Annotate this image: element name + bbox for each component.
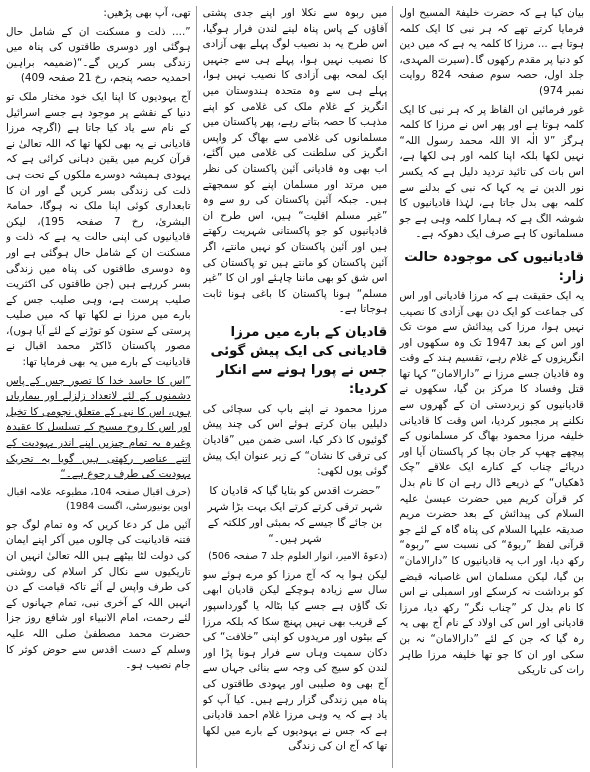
reference-citation: (حرف اقبال صفحہ 104، مطبوعہ علامہ اقبال اوپن یونیورسٹی، اگست 1984)	[6, 486, 191, 512]
body-paragraph: تھی، آپ بھی پڑھیں:	[103, 7, 191, 19]
body-paragraph: میں ربوہ سے نکلا اور اپنے جدی پشتی آقاؤں کے پاس پناہ لینے لندن فرار ہوگیا، اس طرح یہ بد نصیب لوگ پہلے بھی آزادی کا نصیب نہیں ہوا، پہلے ہی سے جنہیں ایک لمحہ بھی آزادی کا نصیب نہیں ہوا، پہلے ہی سے وہ متحدہ ہندوستان میں انگریز کے غلام ملک کی غلامی کو اپنے مذہب کا حصہ بتاتے رہے، پھر پاکستان میں مسلمانوں کی غلامی سے بھاگ کر واپس انگریز کی سلطنت کی غلامی میں آگئے، اب بھی وہ قادیانی آئین پاکستان کی نظر میں مرتد اور مسلمان اپنے کو سمجھتے ہیں۔ جبکہ آئین پاکستان کی رو سے وہ ”غیر مسلم اقلیت“ ہیں، اس طرح ان قادیانیوں کو جو پاکستانی شہریت رکھتے ہیں اور آئین پاکستان کو نہیں مانتے، اگر آئین پاکستان کو مانتے ہیں تو پاکستان کی اس شق کو بھی ماننا چاہئے اور ان کا ”غیر مسلم“ ہونا پاکستان کا باغی ہونا ثابت ہوجاتا ہے۔	[202, 7, 388, 316]
section-heading: قادیان کے بارے میں مرزا قادیانی کی ایک پیش گوئی جس نے پورا ہونے سے انکار کردیا:	[210, 324, 388, 397]
block-quote: ”حضرت اقدس کو بتایا گیا کہ قادیان کا شہر ترقی کرتے کرتے ایک بہت بڑا شہر بن جائے گا جیسے کہ بمبئی اور کلکتہ کے شہر ہیں۔“	[207, 484, 383, 545]
body-paragraph: آج یہودیوں کا اپنا ایک خود مختار ملک تو دنیا کے نقشے پر موجود ہے جسے اسرائیل کے نام سے یاد کیا جاتا ہے (اگرچہ مرزا قادیانی نے یہ بھی لکھا تھا کہ اللہ تعالیٰ نے قرآن کریم میں یقین دہانی کرائی ہے کہ یہودی ہمیشہ دوسرے ملکوں کے تحت ہی ذلت کی زندگی بسر کریں گے اور ان کا تابعداری کوئی اپنا ملک نہ ہوگا، حمامۃ البشریٰ، رخ 7 صفحہ 195)، لیکن قادیانیوں کی اپنی حالت یہ ہے کہ ذلت و مسکنت ان کے شامل حال ہوگئی ہے اور وہ دوسری طاقتوں کی پناہ میں زندگی بسر کررہے ہیں (جن طاقتوں کی اکثریت صلیب پرست ہے، وہی صلیب جس کے بارے میں مرزا نے لکھا تھا کہ میں صلیب پرستی کے ستون کو توڑنے کے لئے آیا ہوں)، مصور پاکستان ڈاکٹر محمد اقبال نے قادیانیت کے بارے میں یہ بھی فرمایا تھا:	[5, 90, 191, 369]
reference-citation: (دعوۃ الامیر، انوار العلوم جلد 7 صفحہ 506)	[208, 550, 388, 562]
column-middle	[203, 6, 394, 768]
body-paragraph: آئیں مل کر دعا کریں کہ وہ تمام لوگ جو فتنہ قادیانیت کی چالوں میں آکر اپنے ایمان کی دولت لٹا بیٹھے ہیں اللہ تعالیٰ انہیں ان تاریکیوں سے نکال کر اسلام کی روشنی کی طرف واپس لے آئے تاکہ قیامت کے دن انہیں اللہ کے آخری نبی، تمام جہانوں کے لئے رحمت، امام الانبیاء اور شافع روز جزا حضرت محمد مصطفیٰ صلی اللہ علیہ وسلم کے دست اقدس سے حوض کوثر کا جام نصیب ہو۔	[5, 518, 191, 672]
body-paragraph: لیکن ہوا یہ کہ آج مرزا کو مرے ہوئے سو سال سے زیادہ ہوچکے لیکن قادیان ابھی تک گاؤں ہے جسے کیا بٹالہ یا گورداسپور کے قریب بھی نہیں پہنچ سکا کہ بلکہ مرزا کے بیٹوں اور مریدوں کو اپنی ”خلافت“ کی دکان سمیت وہاں سے فرار ہونا پڑا اور لندن کو سیج کی وجہ سے بنائی جہاں سے آج بھی وہ صلیبی اور یہودی طاقتوں کی پناہ میں زندگی گزار رہے ہیں۔ کیا آپ کو یاد ہے کہ یہ وہی مرزا غلام احمد قادیانی ہے کہ جس نے یہودیوں کے بارے میں لکھا تھا کہ آج ان کی زندگی	[202, 568, 388, 753]
underlined-quote-paragraph: ”اس کا حاسد خدا کا تصور جس کے پاس دشمنوں کے لئے لاتعداد زلزلے اور بیماریاں ہوں، اس کا نبی کے متعلق نجومی کا تخیل اور اس کا روح مسیح کے تسلسل کا عقیدہ وغیرہ یہ تمام چیزیں اپنے اندر یہودیت کے اتنے عناصر رکھتی ہیں گویا یہ تحریک یہودیت کی طرف رجوع ہے۔“	[5, 374, 191, 481]
body-paragraph: غور فرمائیں ان الفاظ پر کہ ہر نبی کا ایک کلمہ ہوتا ہے اور پھر اس نے مرزا کا کلمہ ہرگز ”لا الٰہ الا اللہ محمد رسول اللہ“ نہیں لکھا بلکہ اپنا کلمہ اور ہی لکھا ہے، اس بات کی تائید تردید دلیل ہے کہ یکسر نور الدین نے یہ کہا کہ نبی کے بدلنے سے کلمہ بھی بدل جاتا ہے، لہٰذا قادیانیوں کا شوشہ الگ ہے کہ ہمارا کلمہ وہی ہے جو مسلمانوں کا ہے صرف ایک دھوکہ ہے۔	[399, 103, 584, 241]
column-right	[399, 6, 584, 768]
body-paragraph: یہ ایک حقیقت ہے کہ مرزا قادیانی اور اس کی جماعت کو ایک دن بھی آزادی کا نصیب نہیں ہوا، مرزا کی پیدائش سے موت تک اور اس کے بعد 1947 تک وہ سکھوں اور انگریزوں کے غلام رہے، تقسیم ہند کے وقت وہ قادیان جسے مرزا نے ”دارالامان“ کہا تھا قتل وفساد کا مرکز بن گیا، سکھوں نے قادیانیوں کو زبردستی ان کے گھروں سے نکلنے پر مجبور کردیا، اس وقت کا قادیانی خلیفہ مرزا محمود بھاگ کر مسلمانوں کے پیچھے چھپ کر جان بچا کر پاکستان آیا اور دریائے چناب کے کنارے ایک علاقے ”چک ڈھکیاں“ کے ذریعے ڈال رہے ان کا نام بدل کر قرآن کریم میں حضرت عیسیٰ علیہ السلام کی پیدائش کے بعد حضرت مریم صدیقہ علیہا السلام کی پناہ گاہ کے لئے جو قرآنی لفظ ”ربوۃ“ کی نسبت سے ”ربوہ“ رکھ دیا، اور اب یہ قادیانیوں کا ”دارالامان“ بن گیا، لیکن مسلمان اس غاصبانہ قبضے کو برداشت نہ کرسکے اور اسمبلی نے اس کا نام بدل کر ”چناب نگر“ رکھ دیا، مرزا قادیانی اور اس کی اولاد کے نام آج بھی یہ رہ گیا کہ جن کے لئے ”دارالامان“ نہ بن سکی اور ان کا جو تھا خلیفہ مرزا طاہر رات کی تاریکی	[399, 289, 584, 677]
body-paragraph: بیان کیا ہے کہ حضرت خلیفۃ المسیح اول فرمایا کرتے تھے کہ ہر نبی کا ایک کلمہ ہوتا ہے ... مرزا کا کلمہ یہ ہے کہ میں دین کو دنیا پر مقدم رکھوں گا۔(سیرت المہدی، جلد اول، حصہ سوم صفحہ 824 روایت نمبر 974)	[399, 7, 584, 97]
body-paragraph: ”.... ذلت و مسکنت ان کے شامل حال ہوگئی اور دوسری طاقتوں کی پناہ میں زندگی بسر کریں گے۔“(ضمیمہ براہین احمدیہ حصہ پنجم، رخ 21 صفحہ 409)	[5, 25, 191, 85]
body-paragraph: مرزا محمود نے اپنے باپ کی سچائی کی دلیلیں بیان کرتے ہوئے اس کی چند پیش گوئیوں کا ذکر کیا، اسی ضمن میں ”قادیان کی ترقی کا نشان“ کے زیر عنوان ایک پیش گوئی یوں لکھی:	[202, 402, 388, 478]
column-left	[6, 6, 197, 768]
section-heading: قادیانیوں کی موجودہ حالت زار:	[404, 249, 584, 284]
